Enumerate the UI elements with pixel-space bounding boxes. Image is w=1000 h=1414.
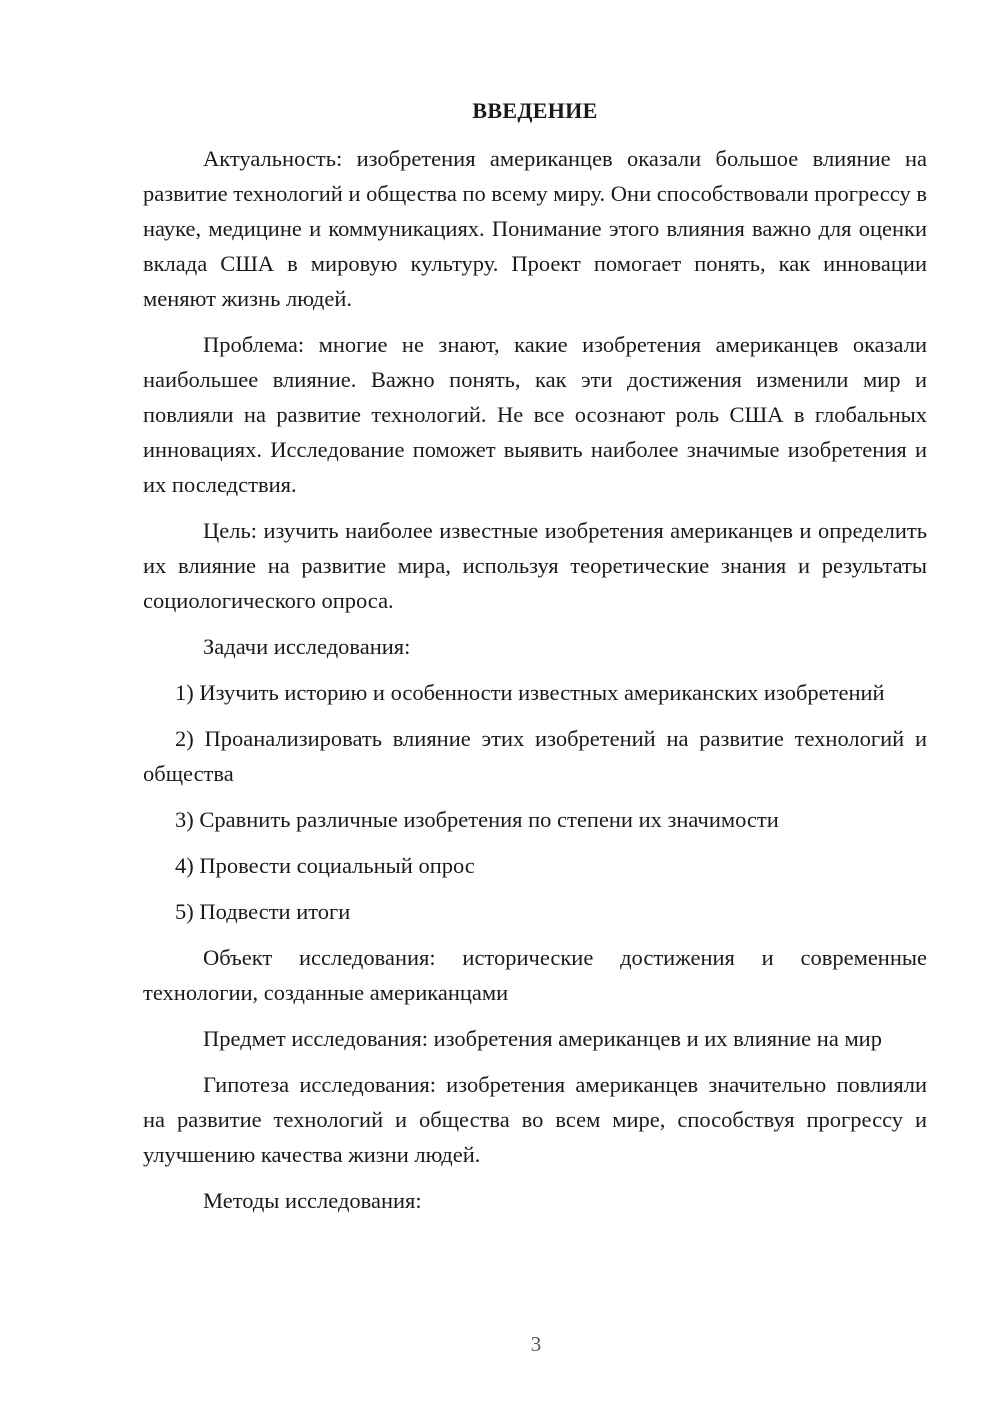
subject-paragraph: Предмет исследования: изобретения американцев и их влияние на мир — [203, 1026, 882, 1051]
task-item: 1) Изучить историю и особенности известных американских изобретений — [175, 680, 885, 705]
task-item: 2) Проанализировать влияние этих изобретений на развитие технологий и общества — [143, 726, 927, 786]
task-item: 5) Подвести итоги — [175, 899, 351, 924]
relevance-paragraph: Актуальность: изобретения американцев оказали большое влияние на развитие технологий и общества по всему миру. Они способствовали прогрессу в науке, медицине и коммуникациях. Понимание этого влияния важно для оценки вклада США в мировую культуру. Проект помогает понять, как инновации меняют жизнь людей. — [143, 146, 927, 311]
page-content — [143, 96, 927, 1229]
object-paragraph: Объект исследования: исторические достижения и современные технологии, созданные американцами — [143, 945, 927, 1005]
task-item: 4) Провести социальный опрос — [175, 853, 475, 878]
hypothesis-paragraph: Гипотеза исследования: изобретения американцев значительно повлияли на развитие технологий и общества во всем мире, способствуя прогрессу и улучшению качества жизни людей. — [143, 1072, 927, 1167]
tasks-title: Задачи исследования: — [203, 634, 411, 659]
page-number: 3 — [530, 1332, 542, 1356]
task-item: 3) Сравнить различные изобретения по степени их значимости — [175, 807, 779, 832]
section-heading: ВВЕДЕНИЕ — [472, 98, 598, 123]
goal-paragraph: Цель: изучить наиболее известные изобретения американцев и определить их влияние на развитие мира, используя теоретические знания и результаты социологического опроса. — [143, 518, 927, 613]
problem-paragraph: Проблема: многие не знают, какие изобретения американцев оказали наибольшее влияние. Важно понять, как эти достижения изменили мир и повлияли на развитие технологий. Не все осознают роль США в глобальных инновациях. Исследование поможет выявить наиболее значимые изобретения и их последствия. — [143, 332, 927, 497]
methods-title: Методы исследования: — [203, 1188, 422, 1213]
